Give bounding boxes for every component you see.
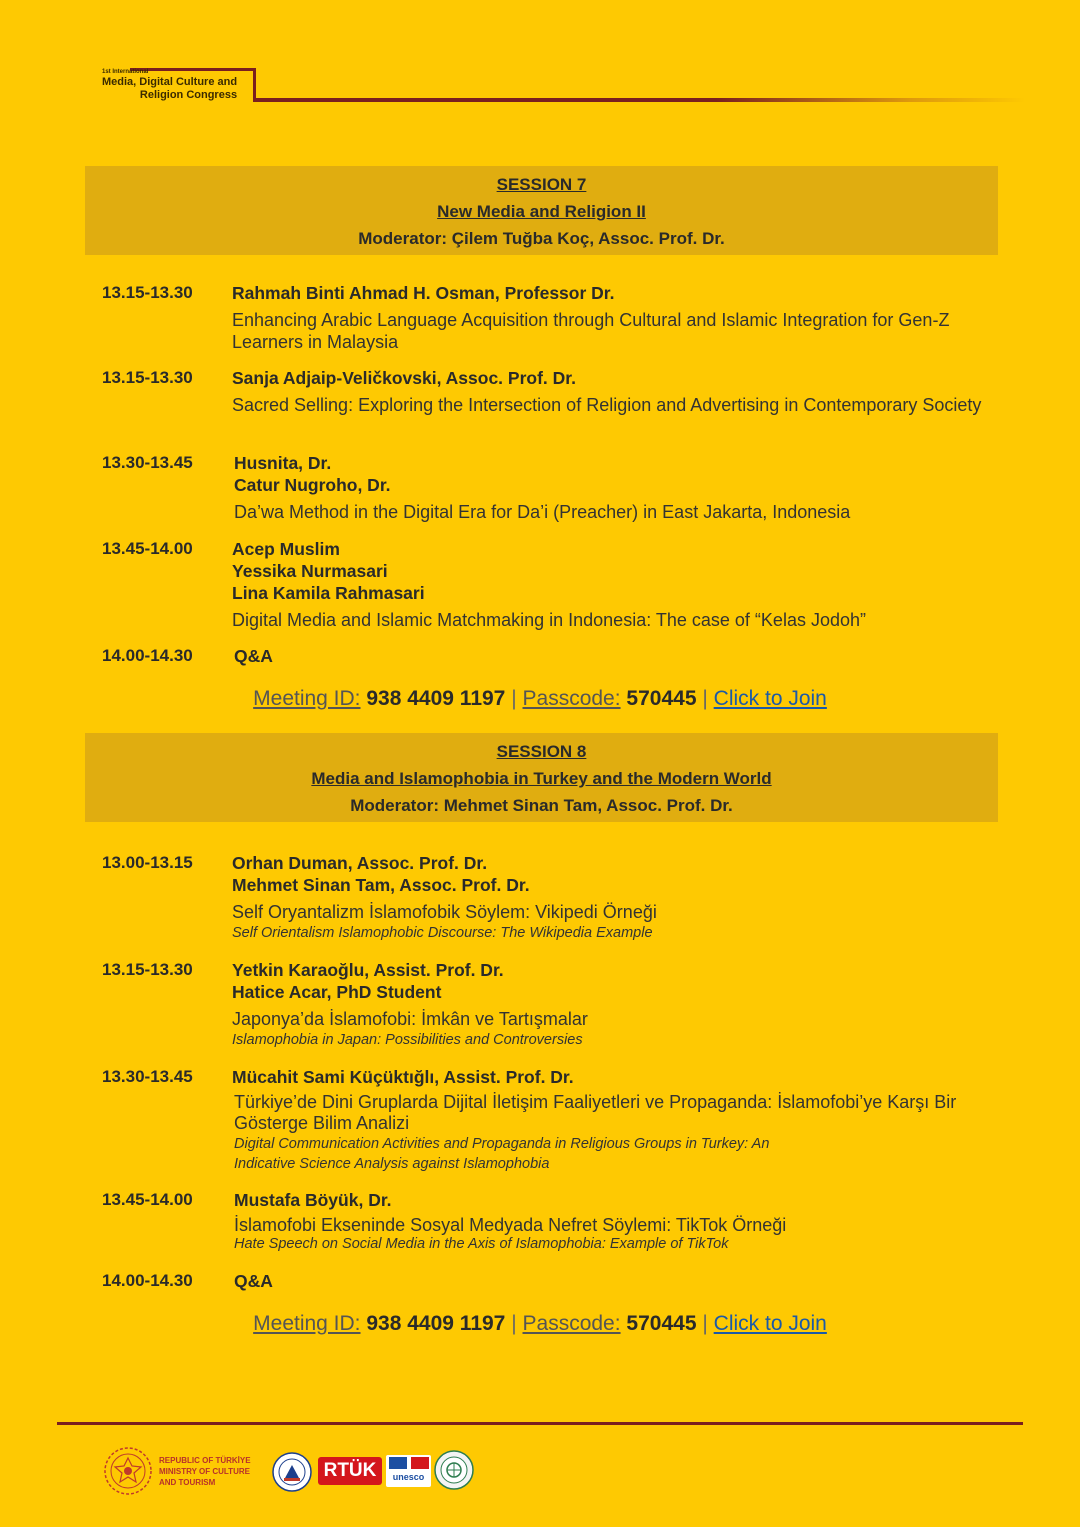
join-link[interactable]: Click to Join: [713, 1312, 827, 1335]
unesco-emblem-icon: [389, 1457, 407, 1469]
congress-name-line2: Religion Congress: [139, 89, 238, 101]
qa-label: Q&A: [234, 646, 273, 666]
speaker-name: Catur Nugroho, Dr.: [234, 475, 391, 495]
entry-time: 13.15-13.30: [102, 368, 193, 387]
session-number: SESSION 7: [496, 175, 587, 194]
paper-title: Digital Media and Islamic Matchmaking in Indonesia: The case of “Kelas Jodoh”: [232, 610, 866, 630]
paper-title: İslamofobi Ekseninde Sosyal Medyada Nefret Söylemi: TikTok Örneği: [234, 1215, 787, 1235]
entry-time: 13.15-13.30: [102, 960, 193, 979]
entry-time: 13.45-14.00: [102, 1190, 193, 1209]
entry-time: 13.45-14.00: [102, 539, 193, 558]
ministry-emblem-icon: [103, 1446, 153, 1496]
entry-time: 14.00-14.30: [102, 1271, 193, 1290]
speaker-name: Acep Muslim: [232, 539, 340, 559]
separator: |: [702, 687, 708, 710]
join-link[interactable]: Click to Join: [713, 687, 827, 710]
meeting-id-label: Meeting ID:: [253, 1312, 361, 1335]
paper-title: Self Oryantalizm İslamofobik Söylem: Vikipedi Örneği: [232, 902, 657, 922]
speaker-name: Husnita, Dr.: [234, 453, 332, 473]
speaker-name: Mücahit Sami Küçüktığlı, Assist. Prof. Dr.: [232, 1067, 574, 1087]
header-rule: [253, 98, 1025, 102]
meeting-id-label: Meeting ID:: [253, 687, 361, 710]
paper-title: Enhancing Arabic Language Acquisition through Cultural and Islamic Integration for Gen-Z Learners in Malaysia: [232, 310, 950, 352]
unesco-logo: [386, 1455, 431, 1487]
paper-title-english: Digital Communication Activities and Propaganda in Religious Groups in Turkey: An Indicative Science Analysis against Islamophobia: [234, 1136, 770, 1172]
entry-time: 13.30-13.45: [102, 453, 193, 472]
entry-time: 14.00-14.30: [102, 646, 193, 665]
paper-title: Türkiye’de Dini Gruplarda Dijital İletişim Faaliyetleri ve Propaganda: İslamofobi’ye Karşı Bir Gösterge Bilim Analizi: [234, 1092, 957, 1133]
speaker-name: Mehmet Sinan Tam, Assoc. Prof. Dr.: [232, 875, 530, 895]
session-7-header: [85, 166, 998, 255]
speaker-name: Orhan Duman, Assoc. Prof. Dr.: [232, 853, 488, 873]
speaker-name: Lina Kamila Rahmasari: [232, 583, 425, 603]
paper-title: Da’wa Method in the Digital Era for Da’i (Preacher) in East Jakarta, Indonesia: [234, 502, 851, 522]
rtuk-logo: [318, 1457, 382, 1485]
meeting-id: 938 4409 1197: [366, 1312, 506, 1335]
unesco-logo-text: unesco: [392, 1472, 425, 1482]
entry-time: 13.15-13.30: [102, 283, 193, 302]
turkish-flag-icon: [411, 1457, 429, 1469]
session-number: SESSION 8: [496, 742, 587, 761]
ministry-name: [159, 1455, 251, 1488]
congress-edition: 1st International: [102, 69, 149, 75]
separator: |: [511, 1312, 517, 1335]
congress-name-line1: Media, Digital Culture and: [102, 76, 238, 88]
session-title: New Media and Religion II: [437, 202, 646, 221]
paper-title-english: Islamophobia in Japan: Possibilities and Controversies: [232, 1032, 583, 1048]
session-moderator: Moderator: Mehmet Sinan Tam, Assoc. Prof. Dr.: [350, 796, 733, 815]
meeting-info: [0, 1311, 1080, 1337]
rtuk-logo-text: RTÜK: [323, 1460, 377, 1481]
ministry-line: AND TOURISM: [159, 1478, 216, 1487]
session-title: Media and Islamophobia in Turkey and the Modern World: [311, 769, 772, 788]
passcode: 570445: [626, 1312, 697, 1335]
paper-title: Japonya’da İslamofobi: İmkân ve Tartışmalar: [232, 1009, 588, 1029]
separator: |: [511, 687, 517, 710]
session-8-header: [85, 733, 998, 822]
congress-logo: [102, 68, 237, 102]
paper-title-english: Hate Speech on Social Media in the Axis of Islamophobia: Example of TikTok: [234, 1236, 729, 1252]
passcode: 570445: [626, 687, 697, 710]
university-seal-icon: [272, 1452, 312, 1492]
paper-title: Sacred Selling: Exploring the Intersection of Religion and Advertising in Contemporary Society: [232, 395, 982, 415]
speaker-name: Mustafa Böyük, Dr.: [234, 1190, 392, 1210]
meeting-info: [0, 686, 1080, 712]
speaker-name: Rahmah Binti Ahmad H. Osman, Professor Dr.: [232, 283, 615, 303]
passcode-label: Passcode:: [522, 687, 621, 710]
footer-rule: [57, 1422, 1023, 1425]
speaker-name: Hatice Acar, PhD Student: [232, 982, 442, 1002]
separator: |: [702, 1312, 708, 1335]
meeting-id: 938 4409 1197: [366, 687, 506, 710]
session-moderator: Moderator: Çilem Tuğba Koç, Assoc. Prof. Dr.: [358, 229, 725, 248]
speaker-name: Yessika Nurmasari: [232, 561, 388, 581]
entry-time: 13.00-13.15: [102, 853, 193, 872]
entry-time: 13.30-13.45: [102, 1067, 193, 1086]
speaker-name: Sanja Adjaip-Veličkovski, Assoc. Prof. Dr.: [232, 368, 576, 388]
speaker-name: Yetkin Karaoğlu, Assist. Prof. Dr.: [232, 960, 504, 980]
ministry-line: MINISTRY OF CULTURE: [159, 1467, 250, 1476]
qa-label: Q&A: [234, 1271, 273, 1291]
passcode-label: Passcode:: [522, 1312, 621, 1335]
ministry-line: REPUBLIC OF TÜRKİYE: [159, 1456, 251, 1465]
partner-seal-icon: [434, 1450, 474, 1490]
paper-title-english: Self Orientalism Islamophobic Discourse: The Wikipedia Example: [232, 925, 653, 941]
